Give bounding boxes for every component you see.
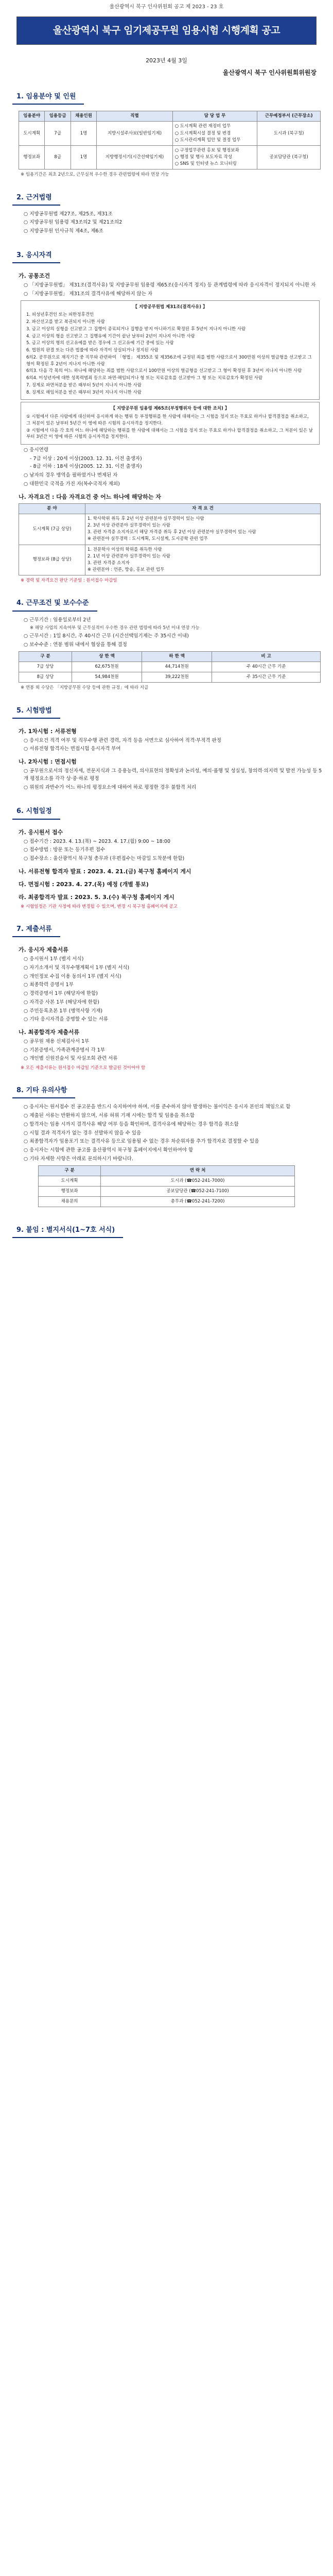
box-line: 3. 금고 이상의 실형을 선고받고 그 집행이 종료되거나 집행을 받지 아니하기로 확정된 후 5년이 지나지 아니한 사람: [26, 326, 246, 332]
schedule-item: ○ 접수장소 : 울산광역시 북구청 총무과 (우편접수는 마감일 도착분에 한함): [24, 855, 185, 861]
docs-item: ○ 기본증명서, 가족관계증명서 각 1부: [24, 1047, 105, 1053]
docs-item: ○ 기타 응시자격을 증명할 수 있는 서류: [24, 1016, 109, 1023]
th-req: 자 격 요 건: [85, 503, 320, 514]
cell-pay: 7급 상당: [19, 662, 72, 672]
cell-field: 행정보좌: [19, 145, 45, 170]
age-item: - 7급 이상 : 20세 이상(2003. 12. 31. 이전 출생자): [30, 455, 142, 462]
th-duties: 담 당 업 무: [172, 111, 257, 122]
docs-item: ○ 자기소개서 및 직무수행계획서 1부 (별지 서식): [24, 964, 130, 971]
announcement-number: 울산광역시 북구 인사위원회 공고 제 2023 - 23 호: [109, 4, 224, 10]
cell-pay: 54,984천원: [72, 672, 142, 683]
th-pay-note: 비 고: [212, 651, 321, 662]
box-line: 6의2. 공무원으로 재직기간 중 직무와 관련하여 「형법」 제355조 및 제356조에 규정된 죄를 범한 사람으로서 300만원 이상의 벌금형을 선고받고 그 형이 확정된 후 2년이 지나지 아니한 사람: [26, 354, 312, 367]
table-row: [39, 1186, 295, 1196]
notice-item: ○ 응시자는 원서접수 전 공고문을 반드시 숙지하여야 하며, 이를 준수하지 않아 발생하는 불이익은 응시자 본인의 책임으로 함: [24, 1104, 291, 1110]
exam-item: 나. 2차시험 : 면접시험: [19, 758, 77, 766]
cell-grade: 8급: [45, 145, 71, 170]
docs-item: ○ 최종학력 증명서 1부: [24, 982, 74, 988]
misconduct-box: [21, 402, 320, 445]
section-title-5: 5. 시험방법: [12, 704, 60, 719]
box-title: 【 지방공무원법 제31조(결격사유) 】: [133, 304, 207, 310]
box-line: 2. 파산선고를 받고 복권되지 아니한 사람: [26, 319, 105, 325]
cell-pay: 62,675천원: [72, 662, 142, 672]
box2-title: 【 지방공무원 임용령 제65조(부정행위자 등에 대한 조치) 】: [111, 406, 230, 412]
notice-item: ○ 시험 결과 적격자가 없는 경우 선발하지 않을 수 있음: [24, 1130, 142, 1136]
exam-item: ○ 위원의 과반수가 어느 하나의 평정요소에 대하여 하로 평정한 경우 불합격 처리: [24, 784, 197, 790]
notice-item: ○ 최종합격자가 임용포기 또는 결격사유 등으로 임용될 수 없는 경우 차순위자를 추가 합격자로 결정할 수 있음: [24, 1139, 259, 1145]
docs-item: 가. 응시자 제출서류: [19, 946, 68, 954]
subsection-requirements: 나. 자격요건 : 다음 자격요건 중 어느 하나에 해당하는 자: [19, 493, 161, 500]
box-line: 4. 금고 이상의 형을 선고받고 그 집행유예 기간이 끝난 날부터 2년이 지나지 아니한 사람: [26, 333, 195, 339]
cell-req-field: 행정보좌 (8급 상당): [19, 545, 85, 575]
docs-item: ○ 개인정보 수집 이용 동의서 1부 (별지 서식): [24, 973, 121, 979]
cell-contact: 공보담당관 (☎052-241-7100): [101, 1186, 295, 1196]
section-title-6: 6. 시험일정: [12, 805, 60, 819]
box-line: 5. 금고 이상의 형의 선고유예를 받은 경우에 그 선고유예 기간 중에 있는 사람: [26, 341, 174, 346]
cell-duties: ○ 구정업무관련 홍보 및 행정보좌 ○ 행정 및 행사 보도자료 작성 ○ SNS 및 인터넷 뉴스 모니터링: [172, 145, 257, 170]
condition-item: ○ 근무기간 : 임용일로부터 2년: [24, 617, 91, 623]
positions-table-wrap: [19, 111, 321, 170]
box2-line: ② 시험에서 다음 각 호의 어느 하나에 해당하는 행위를 한 사람에 대해서는 그 시험을 정지 또는 무효로 하거나 합격결정을 취소하고, 그 처분이 있은 날부터 3년간 이 영에 따른 시험의 응시자격을 정지한다.: [26, 428, 313, 440]
docs-item: ○ 자격증 사본 1부 (해당자에 한함): [24, 999, 99, 1005]
extra-item: ○ 대한민국 국적을 가진 자(복수국적자 제외): [24, 481, 120, 487]
docs-item: ○ 경력증명서 1부 (해당자에 한함): [24, 991, 98, 997]
contact-table: [38, 1165, 295, 1208]
box-line: 6. 법원의 판결 또는 다른 법률에 따라 자격이 상실되거나 정지된 사람: [26, 348, 159, 353]
common-item: ○ 「지방공무원법」 제31조(결격사유) 및 지방공무원 임용령 제65조(응시자격 정지) 등 관계법령에 따라 응시자격이 정지되지 아니한 자: [24, 282, 316, 289]
disqualification-box: [21, 300, 320, 400]
contact-table-wrap: [38, 1165, 295, 1208]
requirements-table-wrap: [19, 503, 321, 576]
docs-item: ○ 응시원서 1부 (별지 서식): [24, 956, 84, 962]
schedule-item: 가. 응시원서 접수: [19, 828, 63, 836]
notice-item: ○ 제출된 서류는 반환하지 않으며, 서류 허위 기재 시에는 합격 및 임용을 취소함: [24, 1113, 195, 1119]
table-row: [19, 514, 321, 545]
condition-item: ○ 근무시간 : 1일 8시간, 주 40시간 근무 (시간선택임기제는 주 35시간 이내): [24, 633, 189, 639]
schedule-item: 나. 서류전형 합격자 발표 : 2023. 4. 21.(금) 북구청 홈페이지 게시: [19, 868, 191, 875]
pay-table: [19, 651, 321, 683]
table-row: [39, 1197, 295, 1207]
cell-req: 1. 전문학사 이상의 학위를 취득한 사람 2. 1년 이상 관련분야 실무경력이 있는 사람 3. 관련 자격증 소지자 ※ 관련분야 : 언론, 방송, 홍보 관련 업무: [85, 545, 320, 575]
table-row: [19, 122, 321, 146]
condition-item: ○ 보수수준 : 연봉 범위 내에서 협상을 통해 결정: [24, 642, 127, 648]
th-contact: 연 락 처: [101, 1165, 295, 1176]
requirements-note: ※ 경력 및 자격요건 판단 기준일 : 원서접수 마감일: [21, 578, 117, 584]
cell-position: 지방시설주사보(일반임기제): [97, 122, 172, 146]
condition-item: ※ 해당 사업의 지속여부 및 근무실적이 우수한 경우 관련 법령에 따라 5년 이내 연장 가능: [30, 625, 200, 631]
schedule-item: 라. 최종합격자 발표 : 2023. 5. 3.(수) 북구청 홈페이지 게시: [19, 893, 174, 901]
exam-item: 가. 1차시험 : 서류전형: [19, 727, 77, 735]
cell-count: 1명: [71, 145, 96, 170]
section-title-3: 3. 응시자격: [12, 249, 60, 263]
common-item: ○ 「지방공무원법」 제31조의 결격사유에 해당하지 않는 자: [24, 291, 153, 297]
cell-pay: 주 35시간 근무 기준: [212, 672, 321, 683]
table-row: [19, 545, 321, 575]
subsection-common: 가. 공통조건: [19, 273, 50, 280]
cell-dept: 도시과 (북구청): [257, 122, 321, 146]
notice-item: ○ 기타 자세한 사항은 아래로 문의하시기 바랍니다.: [24, 1156, 133, 1162]
cell-contact: 도시계획: [39, 1176, 101, 1186]
exam-item: ○ 응시요건 적격 여부 및 직무수행 관련 경력, 자격 등을 서면으로 심사하여 적격·부적격 판정: [24, 737, 221, 743]
table-row: [19, 145, 321, 170]
cell-contact: 행정보좌: [39, 1186, 101, 1196]
exam-item: ○ 서류전형 합격자는 면접시험 응시자격 부여: [24, 746, 121, 752]
schedule-note: ※ 시험일정은 기관 사정에 따라 변경될 수 있으며, 변경 시 북구청 홈페이지에 공고: [21, 904, 178, 909]
announcement-date: 2023년 4월 3일: [146, 57, 187, 64]
pay-table-wrap: [19, 651, 321, 683]
th-grade: 임용등급: [45, 111, 71, 122]
box-line: 7. 징계로 파면처분을 받은 때부터 5년이 지나지 아니한 사람: [26, 382, 142, 388]
cell-pay: 39,222천원: [142, 672, 212, 683]
section-title-2: 2. 근거법령: [12, 191, 60, 206]
positions-table: [19, 111, 321, 170]
th-contact-type: 구 분: [39, 1165, 101, 1176]
table-row: [19, 672, 321, 683]
notice-item: ○ 응시자는 시험에 관한 공고를 울산광역시 북구청 홈페이지에서 확인하여야 함: [24, 1147, 194, 1154]
cell-grade: 7급: [45, 122, 71, 146]
law-item: ○ 지방공무원 임용령 제3조의2 및 제21조의2: [24, 219, 122, 226]
law-item: ○ 지방공무원법 제27조, 제25조, 제31조: [24, 211, 113, 217]
cell-duties: ○ 도시계획 관련 재정비 업무 ○ 도시계획시설 결정 및 변경 ○ 도시관리계획 입안 및 결정 업무: [172, 122, 257, 146]
th-req-field: 분 야: [19, 503, 85, 514]
page-title: 울산광역시 북구 임기제공무원 임용시험 시행계획 공고: [16, 16, 317, 45]
cell-pay: 8급 상당: [19, 672, 72, 683]
section1-note: ※ 임용기간은 최초 2년으로, 근무실적 우수한 경우 관련법령에 따라 연장 가능: [21, 172, 169, 178]
cell-contact: 채용문의: [39, 1197, 101, 1207]
box-line: 8. 징계로 해임처분을 받은 때부터 3년이 지나지 아니한 사람: [26, 389, 142, 395]
docs-item: ○ 개인별 신원진술서 및 사실조회 관련 서류: [24, 1056, 118, 1062]
docs-note: ※ 모든 제출서류는 원서접수 마감일 기준으로 발급된 것이어야 함: [21, 1065, 146, 1071]
th-field: 임용분야: [19, 111, 45, 122]
th-pay-type: 구 분: [19, 651, 72, 662]
cell-req: 1. 학사학위 취득 후 2년 이상 관련분야 실무경력이 있는 사람 2. 3년 이상 관련분야 실무경력이 있는 사람 3. 관련 자격증 소지자로서 해당 자격증 취득 후 2년 이상 관련분야 실무경력이 있는 사람 ※ 관련분야 실무경력 : 도시계획, 도시설계, 도시공학 관련 업무: [85, 514, 320, 545]
th-pay-max: 상 한 액: [72, 651, 142, 662]
cell-field: 도시계획: [19, 122, 45, 146]
cell-count: 1명: [71, 122, 96, 146]
box-line: 1. 피성년후견인 또는 피한정후견인: [26, 312, 94, 318]
cell-req-field: 도시계획 (7급 상당): [19, 514, 85, 545]
box2-line: ① 시험에서 다른 사람에게 대신하여 응시하게 하는 행위 등 부정행위를 한 사람에 대해서는 그 시험을 정지 또는 무효로 하거나 합격결정을 취소하고, 그 처분이 있은 날부터 5년간 이 영에 따른 시험의 응시자격을 정지한다.: [26, 414, 309, 426]
docs-item: ○ 공무원 채용 신체검사서 1부: [24, 1039, 90, 1044]
notice-item: ○ 합격자는 임용 시까지 결격사유 해당 여부 등을 확인하며, 결격사유에 해당하는 경우 합격을 취소함: [24, 1121, 239, 1127]
cell-position: 지방행정서기(시간선택임기제): [97, 145, 172, 170]
requirements-table: [19, 503, 321, 576]
docs-item: ○ 주민등록초본 1부 (병역사항 기재): [24, 1008, 103, 1014]
section-title-7: 7. 제출서류: [12, 923, 60, 937]
section-title-8: 8. 기타 유의사항: [12, 1084, 75, 1098]
docs-item: 나. 최종합격자 제출서류: [19, 1028, 80, 1036]
th-dept: 근무예정부서 (근무장소): [257, 111, 321, 122]
extra-item: ○ 남자의 경우 병역을 필하였거나 면제된 자: [24, 472, 118, 479]
age-item: - 8급 이하 : 18세 이상(2005. 12. 31. 이전 출생자): [30, 464, 142, 470]
box-line: 6의3. 다음 각 목의 어느 하나에 해당하는 죄를 범한 사람으로서 100만원 이상의 벌금형을 선고받고 그 형이 확정된 후 3년이 지나지 아니한 사람: [26, 368, 302, 374]
law-item: ○ 지방공무원 인사규칙 제4조, 제6조: [24, 228, 103, 234]
th-pay-min: 하 한 액: [142, 651, 212, 662]
schedule-item: ○ 접수방법 : 방문 또는 등기우편 접수: [24, 847, 106, 853]
exam-item: ○ 공무원으로서의 정신자세, 전문지식과 그 응용능력, 의사표현의 정확성과 논리성, 예의·품행 및 성실성, 창의력·의지력 및 발전 가능성 등 5개 평정요소를 각각 상·중·하로 평정: [24, 768, 322, 782]
th-count: 채용인원: [71, 111, 96, 122]
th-position: 직렬: [97, 111, 172, 122]
schedule-item: 다. 면접시험 : 2023. 4. 27.(목) 예정 (개별 통보): [19, 880, 149, 888]
pay-note: ※ 연봉 외 수당은 「지방공무원 수당 등에 관한 규정」에 따라 지급: [21, 685, 149, 691]
cell-pay: 44,714천원: [142, 662, 212, 672]
section-title-9: 9. 붙임 : 별지서식(1~7호 서식): [12, 1224, 123, 1238]
section-title-4: 4. 근무조건 및 보수수준: [12, 597, 97, 611]
section-title-1: 1. 임용분야 및 인원: [12, 90, 84, 105]
age-title: ○ 응시연령: [24, 447, 49, 453]
schedule-item: ○ 접수기간 : 2023. 4. 13.(목) ~ 2023. 4. 17.(월) 9:00 ~ 18:00: [24, 838, 170, 844]
table-row: [39, 1176, 295, 1186]
cell-contact: 총무과 (☎052-241-7200): [101, 1197, 295, 1207]
cell-contact: 도시과 (☎052-241-7000): [101, 1176, 295, 1186]
box-line: 6의4. 미성년자에 대한 성폭력범죄 등으로 파면·해임되거나 형 또는 치료감호를 선고받아 그 형 또는 치료감호가 확정된 사람: [26, 376, 263, 381]
cell-dept: 공보담당관 (북구청): [257, 145, 321, 170]
cell-pay: 주 40시간 근무 기준: [212, 662, 321, 672]
table-row: [19, 662, 321, 672]
issuer: 울산광역시 북구 인사위원회위원장: [222, 69, 317, 77]
